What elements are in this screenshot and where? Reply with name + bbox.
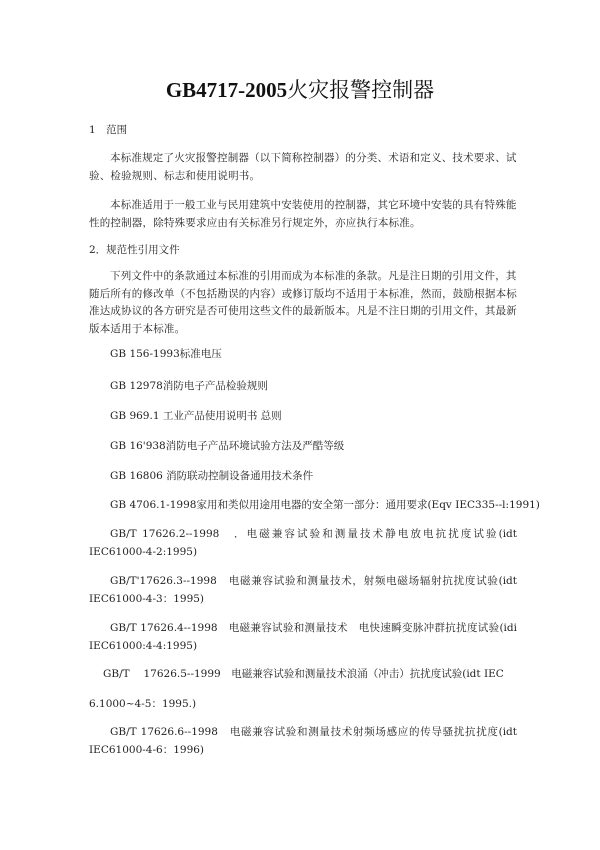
reference-item: GB 12978消防电子产品检验规则 bbox=[110, 380, 268, 392]
section-heading-scope: 1 范围 bbox=[89, 124, 128, 136]
reference-line: IEC61000-4-3：1995) bbox=[89, 592, 205, 605]
reference-item: GB/T 17626.5--1999 电磁兼容试验和测量技术浪涌（冲击）抗扰度试验(idt IEC bbox=[103, 668, 504, 680]
reference-item-multiline bbox=[89, 573, 517, 608]
reference-item-multiline bbox=[89, 526, 517, 561]
reference-line: GB/T 17626.4--1998 电磁兼容试验和测量技术 电快速瞬变脉冲群抗扰度试验(idi bbox=[110, 622, 517, 634]
paragraph-scope-2: 本标准适用于一般工业与民用建筑中安装使用的控制器，其它环境中安装的具有特殊能性的控制器，除特殊要求应由有关标准另行规定外，亦应执行本标准。 bbox=[89, 199, 517, 229]
reference-line: GB/T 17626.6--1998 电磁兼容试验和测量技术射频场感应的传导骚扰抗扰度(idt bbox=[110, 726, 517, 738]
reference-item: GB 156-1993标准电压 bbox=[110, 348, 222, 360]
document-title bbox=[0, 76, 600, 104]
reference-item-multiline bbox=[89, 724, 517, 759]
paragraph-references-intro: 下列文件中的条款通过本标准的引用而成为本标准的条款。凡是注日期的引用文件，其随后所有的修改单（不包括勘误的内容）或修订版均不适用于本标准，然而，鼓励根据本标准达成协议的各方研究是否可使用这些文件的最新版本。凡是不注日期的引用文件，其最新版本适用于本标准。 bbox=[89, 270, 517, 335]
reference-item: GB 4706.1-1998家用和类似用途用电器的安全第一部分：通用要求(Eqv IEC335--l:1991) bbox=[110, 499, 540, 511]
reference-item: GB 16806 消防联动控制设备通用技术条件 bbox=[110, 470, 314, 482]
reference-line: GB/T 17626.2--1998 ．电磁兼容试验和测量技术静电放电抗扰度试验(idt bbox=[110, 528, 517, 540]
reference-item: GB 969.1 工业产品使用说明书 总则 bbox=[110, 410, 282, 422]
reference-line: IEC61000-4-6：1996) bbox=[89, 743, 205, 756]
reference-item: GB 16'938消防电子产品环境试验方法及严酷等级 bbox=[110, 440, 345, 452]
standard-name: 火灾报警控制器 bbox=[287, 78, 435, 102]
reference-line: IEC61000-4-2:1995) bbox=[89, 545, 198, 558]
reference-item-multiline bbox=[89, 620, 517, 655]
reference-line: GB/T'17626.3--1998 电磁兼容试验和测量技术，射频电磁场辐射抗扰度试验(idt bbox=[110, 575, 517, 587]
section-heading-references: 2．规范性引用文件 bbox=[89, 244, 180, 256]
standard-code: GB4717-2005 bbox=[165, 78, 288, 102]
paragraph-scope-1: 本标准规定了火灾报警控制器（以下简称控制器）的分类、术语和定义、技术要求、试验、检验规则、标志和使用说明书。 bbox=[89, 152, 517, 182]
reference-line: IEC61000:4-4:1995) bbox=[89, 639, 198, 652]
reference-item: 6.1000~4-5：1995.) bbox=[89, 698, 197, 710]
